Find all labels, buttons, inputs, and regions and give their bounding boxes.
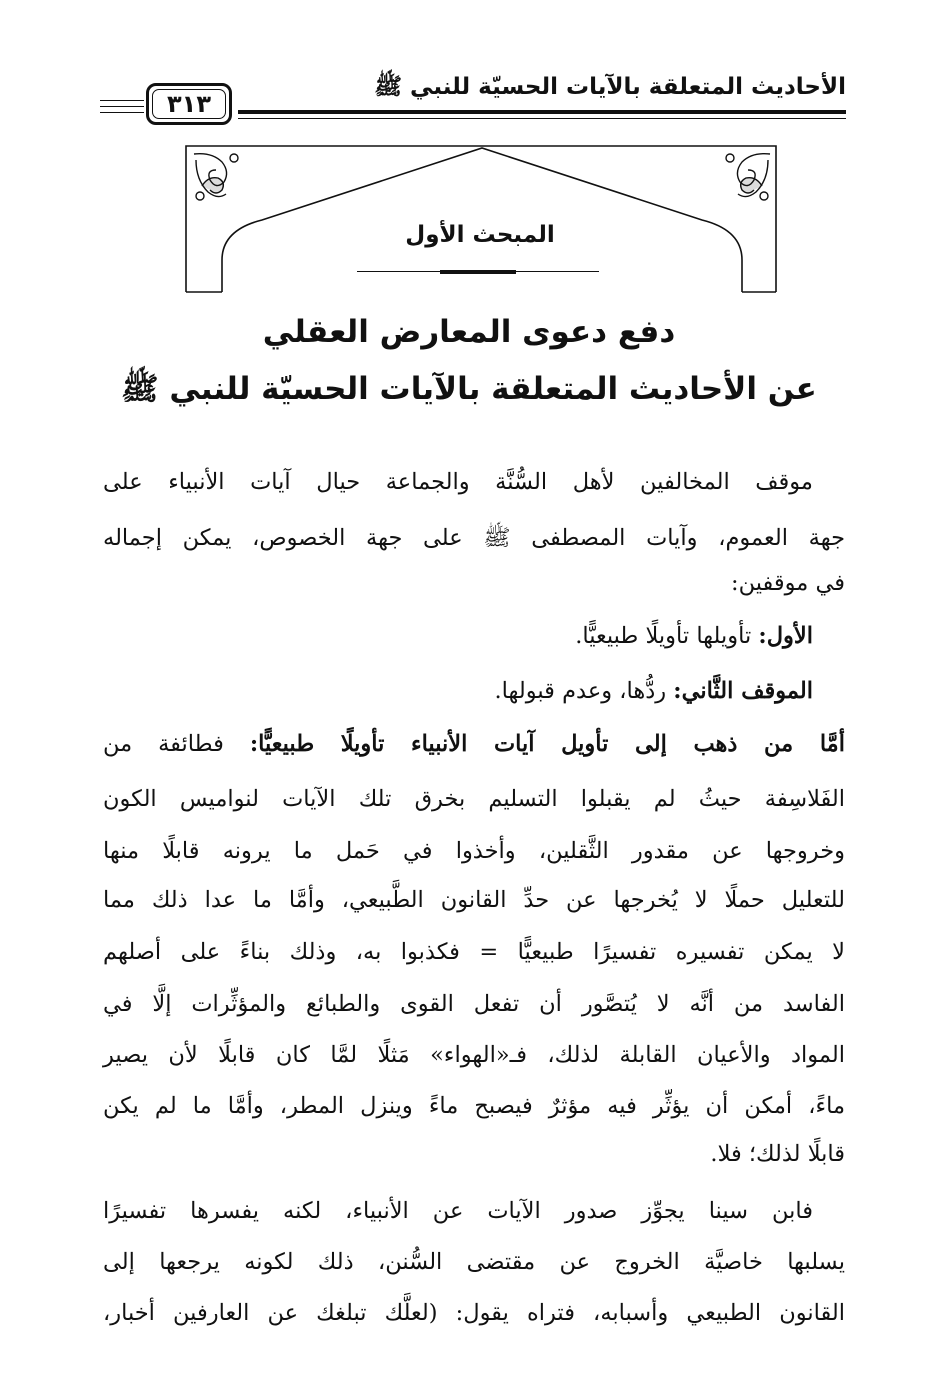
chapter-label: المبحث الأول <box>405 222 555 248</box>
point-label: الأول: <box>758 623 813 649</box>
page-number-frame <box>146 83 232 125</box>
paragraph-line: لا يمكن تفسيره تفسيرًا طبيعيًّا = فكذبوا به، وذلك بناءً على أصلهم <box>103 939 845 965</box>
paragraph-line: قابلًا لذلك؛ فلا. <box>710 1141 845 1167</box>
point-text: تأويلها تأويلًا طبيعيًّا. <box>575 623 759 649</box>
paragraph-lead: أمَّا من ذهب إلى تأويل آيات الأنبياء تأويلًا طبيعيًّا: <box>249 731 845 757</box>
header-rule-thin <box>238 118 846 119</box>
page-number: ٣١٣ <box>167 90 211 118</box>
point-text: ردُّها، وعدم قبولها. <box>494 678 674 704</box>
paragraph-line <box>103 733 845 756</box>
chapter-arch-frame <box>182 140 782 300</box>
point-label: الموقف الثَّاني: <box>673 678 813 704</box>
paragraph-line: في موقفين: <box>731 570 845 596</box>
paragraph-line: الفَلاسِفة حيثُ لم يقبلوا التسليم بخرق تلك الآيات لنواميس الكون <box>103 786 845 812</box>
section-subtitle: عن الأحاديث المتعلقة بالآيات الحسيّة للنبي ﷺ <box>121 371 817 407</box>
paragraph-line: موقف المخالفين لأهل السُّنَّة والجماعة حيال آيات الأنبياء على <box>103 469 813 495</box>
running-title: الأحاديث المتعلقة بالآيات الحسيّة للنبي ﷺ <box>374 74 846 100</box>
section-title: دفع دعوى المعارض العقلي <box>262 314 676 350</box>
chapter-underline-bold <box>440 270 516 274</box>
paragraph-line <box>103 680 813 703</box>
header-rule <box>238 110 846 114</box>
paragraph-line: الفاسد من أنَّه لا يُتصَّور أن تفعل القوى والطبائع والمؤثِّرات إلَّا في <box>103 991 845 1017</box>
ornament-line <box>100 112 144 113</box>
paragraph-line: وخروجها عن مقدور الثَّقلين، وأخذوا في حَمل ما يرونه قابلًا منها <box>103 838 845 864</box>
paragraph-line: المواد والأعيان القابلة لذلك، فـ«الهواء» مَثلًا لمَّا كان قابلًا لأن يصير <box>103 1042 845 1068</box>
paragraph-text: فطائفة من <box>103 731 250 757</box>
paragraph-line: القانون الطبيعي وأسبابه، فتراه يقول: (لعلَّك تبلغك عن العارفين أخبار، <box>103 1300 845 1326</box>
corner-ornament-icon <box>194 154 238 200</box>
ornament-line <box>100 100 144 101</box>
paragraph-line: جهة العموم، وآيات المصطفى ﷺ على جهة الخصوص، يمكن إجماله <box>103 525 845 551</box>
paragraph-line: فابن سينا يجوِّز صدور الآيات عن الأنبياء، لكنه يفسرها تفسيرًا <box>103 1198 813 1224</box>
paragraph-line: ماءً، أمكن أن يؤثِّر فيه مؤثرٌ فيصبح ماءً وينزل المطر، وأمَّا ما لم يكن <box>103 1093 845 1119</box>
paragraph-line <box>103 625 813 648</box>
paragraph-line: للتعليل حملًا لا يُخرجها عن حدِّ القانون الطَّبيعي، وأمَّا ما عدا ذلك مما <box>103 887 845 913</box>
corner-ornament-icon <box>726 154 770 200</box>
ornament-line <box>100 106 144 107</box>
paragraph-line: يسلبها خاصيَّة الخروج عن مقتضى السُّنن، ذلك لكونه يرجعها إلى <box>103 1249 845 1275</box>
